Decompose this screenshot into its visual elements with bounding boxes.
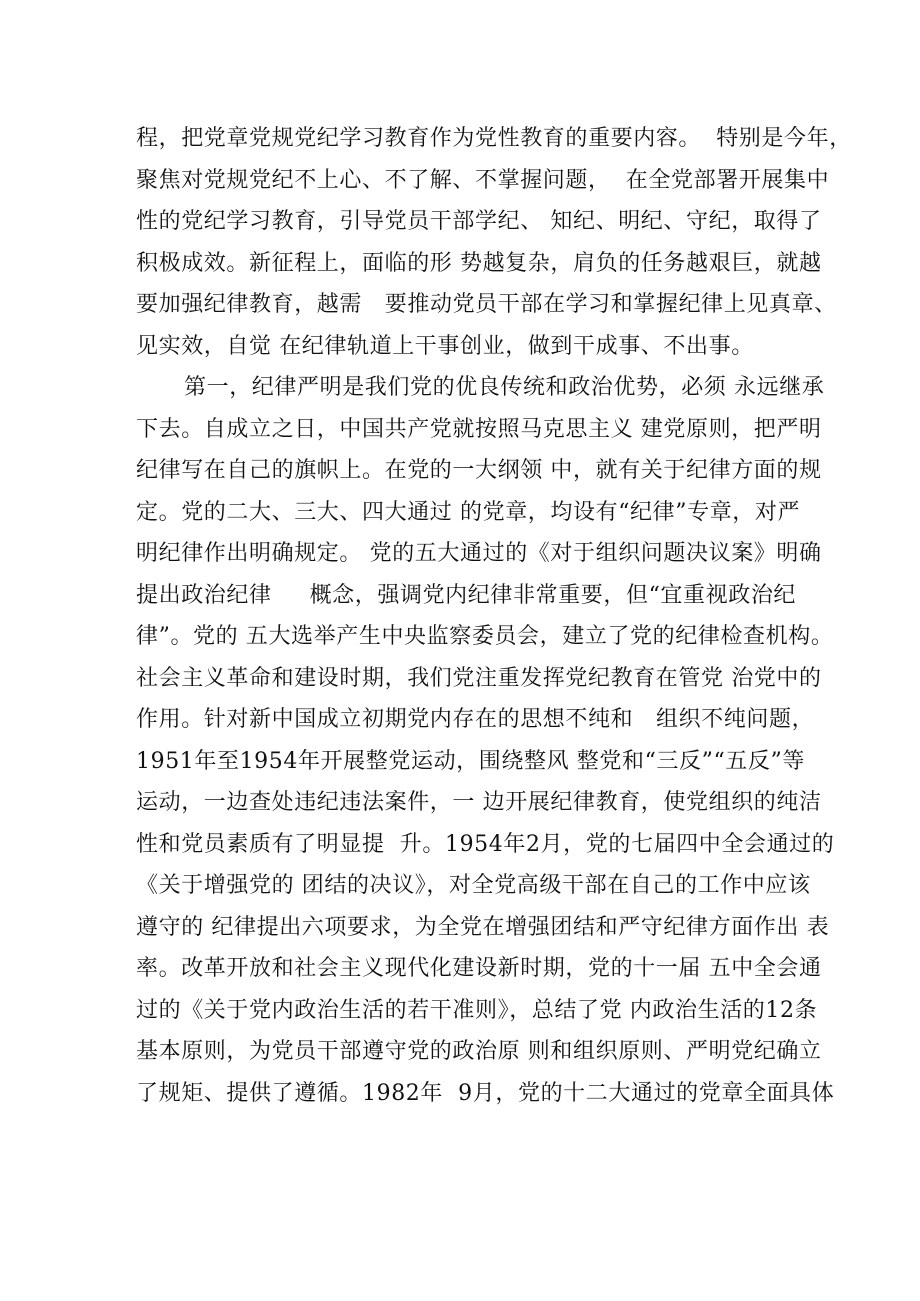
text-line: 见实效，自觉 在纪律轨道上干事创业，做到干成事、不出事。 bbox=[136, 333, 754, 359]
text-line: 遵守的 纪律提出六项要求，为全党在增强团结和严守纪律方面作出 表 bbox=[136, 914, 830, 940]
text-line: 要加强纪律教育，越需 要推动党员干部在学习和掌握纪律上见真章、 bbox=[136, 292, 837, 317]
body-text bbox=[136, 118, 852, 1114]
paragraph-start-line: 第一，纪律严明是我们党的优良传统和政治优势，必须 永远继承 bbox=[184, 375, 825, 400]
text-line: 积极成效。新征程上，面临的形 势越复杂，肩负的任务越艰巨，就越 bbox=[136, 250, 822, 276]
text-line: 定。党的二大、三大、四大通过 的党章，均设有“纪律”专章，对严 bbox=[136, 499, 801, 525]
text-line: 程，把党章党规党纪学习教育作为党性教育的重要内容。 特别是今年， bbox=[136, 126, 852, 151]
text-line: 1951年至1954年开展整党运动，围绕整风 整党和“三反”“五反”等 bbox=[136, 748, 805, 774]
text-line: 社会主义革命和建设时期，我们党注重发挥党纪教育在管党 治党中的 bbox=[136, 665, 822, 691]
text-line: 作用。针对新中国成立初期党内存在的思想不纯和 组织不纯问题， bbox=[136, 707, 815, 732]
text-line: 《关于增强党的 团结的决议》，对全党高级干部在自己的工作中应该 bbox=[136, 873, 811, 898]
text-line: 了规矩、提供了遵循。1982年 9月，党的十二大通过的党章全面具体 bbox=[136, 1080, 835, 1106]
text-line: 过的《关于党内政治生活的若干准则》，总结了党 内政治生活的12条 bbox=[136, 997, 818, 1023]
text-line: 提出政治纪律 概念，强调党内纪律非常重要，但“宜重视政治纪 bbox=[136, 582, 797, 608]
text-line: 基本原则，为党员干部遵守党的政治原 则和组织原则、严明党纪确立 bbox=[136, 1039, 822, 1064]
text-line: 性的党纪学习教育，引导党员干部学纪、 知纪、明纪、守纪，取得了 bbox=[136, 209, 822, 234]
text-line: 性和党员素质有了明显提 升。1954年2月，党的七届四中全会通过的 bbox=[136, 831, 835, 857]
text-line: 律”。党的 五大选举产生中央监察委员会，建立了党的纪律检查机构。 bbox=[136, 624, 834, 649]
text-line: 明纪律作出明确规定。 党的五大通过的《对于组织问题决议案》明确 bbox=[136, 541, 822, 566]
text-line: 纪律写在自己的旗帜上。在党的一大纲领 中，就有关于纪律方面的规 bbox=[136, 458, 822, 483]
text-line: 运动，一边查处违纪违法案件，一 边开展纪律教育，使党组织的纯洁 bbox=[136, 790, 822, 815]
text-line: 聚焦对党规党纪不上心、不了解、不掌握问题， 在全党部署开展集中 bbox=[136, 167, 830, 193]
text-line: 下去。自成立之日，中国共产党就按照马克思主义 建党原则，把严明 bbox=[136, 416, 822, 442]
text-line: 率。改革开放和社会主义现代化建设新时期，党的十一届 五中全会通 bbox=[136, 956, 822, 981]
